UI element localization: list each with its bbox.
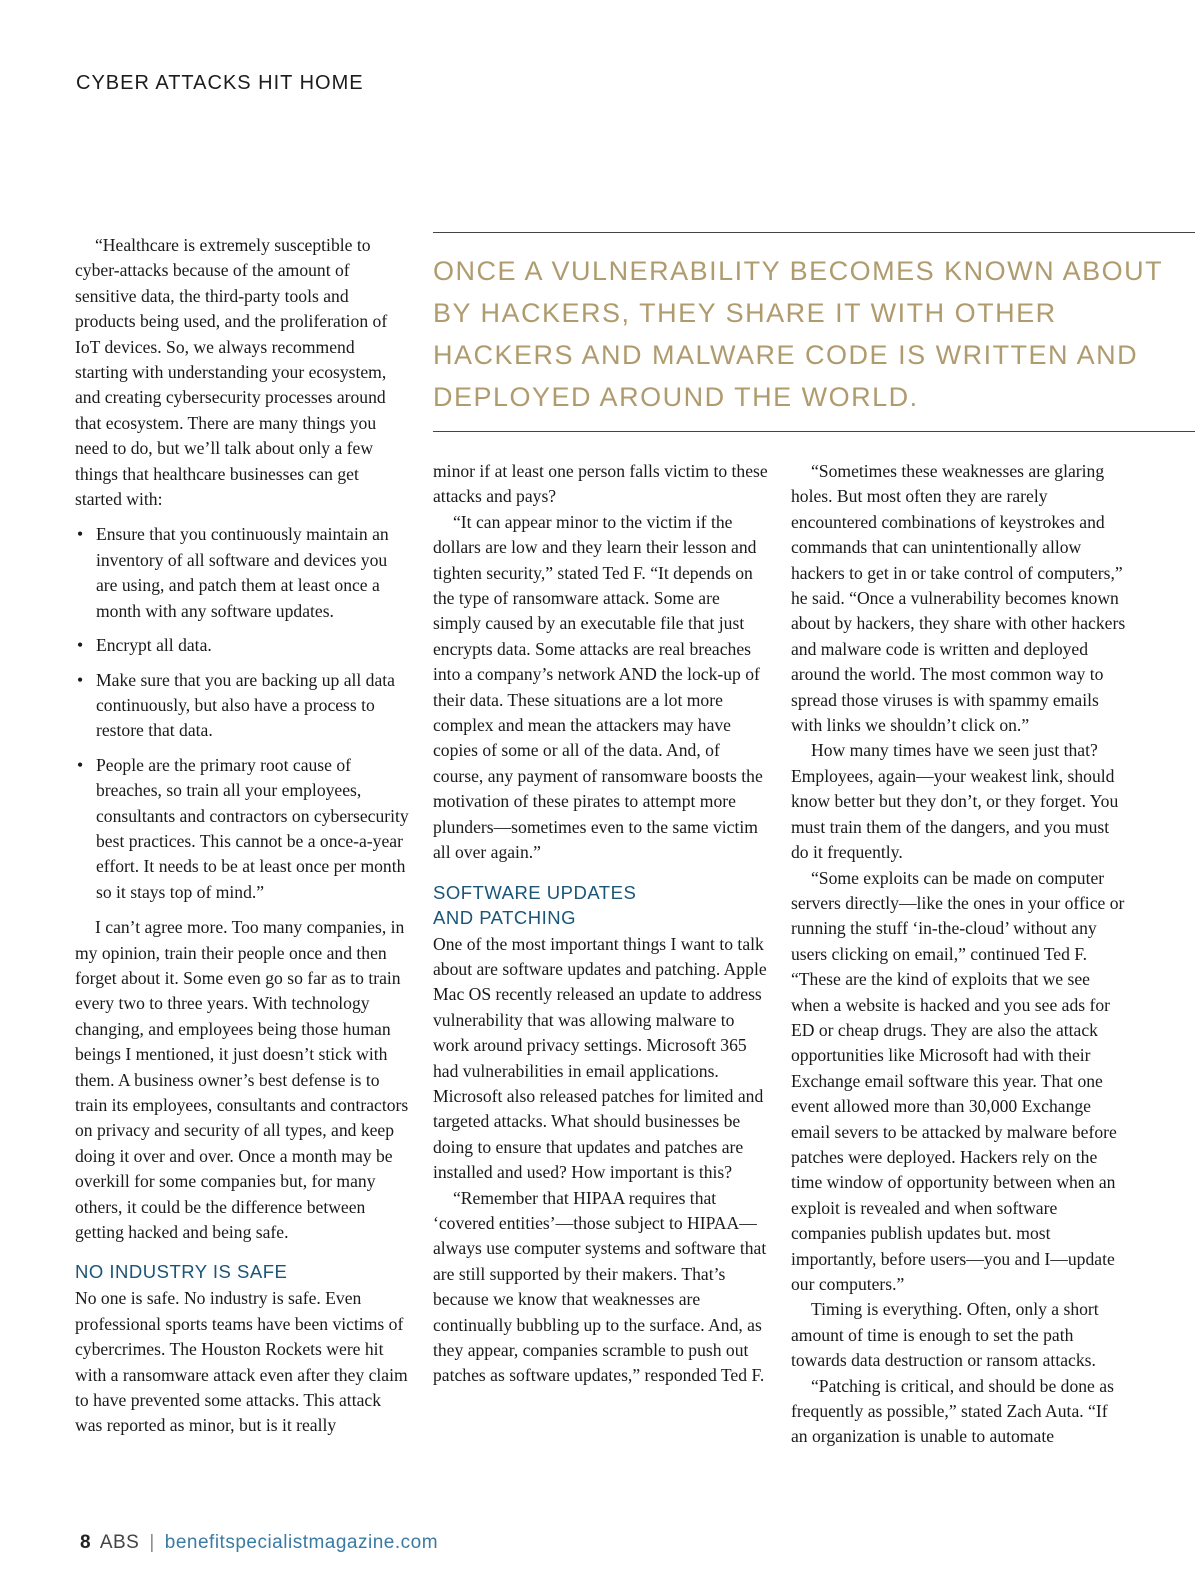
- publication-name: ABS: [99, 1532, 140, 1553]
- bullet-icon: •: [77, 669, 84, 690]
- list-item: • Make sure that you are backing up all data continuously, but also have a process to restore that data.: [77, 669, 395, 741]
- paragraph: One of the most important things I want to talk about are software updates and patching. Apple Mac OS recently released an update to address vulnerability that was allowing malware to work around privacy settings. Microsoft 365 had vulnerabilities in email applications. Microsoft also released patches for limited and targeted attacks. What should businesses be doing to ensure that updates and patches are installed and used? How important is this?: [433, 933, 767, 1183]
- paragraph: “Patching is critical, and should be done as frequently as possible,” stated Zach Auta. “If an organization is unable to automate: [791, 1375, 1114, 1447]
- paragraph: How many times have we seen just that? Employees, again—your weakest link, should know better but they don’t, or they forget. You must train them of the dangers, and you must do it frequently.: [791, 740, 1119, 863]
- page-footer: [80, 1532, 438, 1554]
- paragraph: Timing is everything. Often, only a short amount of time is enough to set the path towards data destruction or ransom attacks.: [791, 1299, 1099, 1371]
- list-item: • Encrypt all data.: [75, 633, 410, 658]
- bullet-list: [75, 522, 410, 905]
- website-link[interactable]: benefitspecialistmagazine.com: [164, 1532, 439, 1553]
- paragraph: No one is safe. No industry is safe. Even professional sports teams have been victims of cybercrimes. The Houston Rockets were hit with a ransomware attack even after they claim to have prevented some attacks. This attack was reported as minor, but is it really: [75, 1288, 408, 1436]
- paragraph: “Healthcare is extremely susceptible to cyber-attacks because of the amount of sensitive data, the third-party tools and products being used, and the proliferation of IoT devices. So, we always recommend starting with understanding your ecosystem, and creating cybersecurity processes around that ecosystem. There are many things you need to do, but we’ll talk about only a few things that healthcare businesses can get started with:: [75, 235, 388, 510]
- paragraph: I can’t agree more. Too many companies, in my opinion, train their people once and then forget about it. Some even go so far as to train every two to three years. With technology changing, and employees being those human beings I mentioned, it just doesn’t stick with them. A business owner’s best defense is to train its employees, consultants and contractors on privacy and security of all types, and keep doing it over and over. Once a month may be overkill for some companies but, for many others, it could be the difference between getting hacked and being safe.: [75, 917, 409, 1243]
- paragraph: “Some exploits can be made on computer servers directly—like the ones in your office or running the stuff ‘in-the-cloud’ without any users clicking on email,” continued Ted F. “These are the kind of exploits that we see when a website is hacked and you see ads for ED or cheap drugs. They are also the attack opportunities like Microsoft had with their Exchange email software this year. That one event allowed more than 30,000 Exchange email severs to be attacked by malware before patches were deployed. Hackers rely on the time window of opportunity between when an exploit is revealed and when software companies publish updates but. most importantly, before users—you and I—update our computers.”: [791, 867, 1125, 1294]
- list-item: • People are the primary root cause of breaches, so train all your employees, consultants and contractors on cybersecurity best practices. This cannot be a once-a-year effort. It needs to be at least once per month so it stays top of mind.”: [77, 754, 409, 902]
- pull-quote: ONCE A VULNERABILITY BECOMES KNOWN ABOUT BY HACKERS, THEY SHARE IT WITH OTHER HACKERS AND MALWARE CODE IS WRITTEN AND DEPLOYED AROUND THE WORLD.: [433, 256, 1163, 412]
- bullet-icon: •: [77, 635, 84, 656]
- footer-separator: |: [149, 1532, 155, 1553]
- subheading-no-industry-is-safe: NO INDUSTRY IS SAFE: [75, 1261, 288, 1283]
- list-item: • Ensure that you continuously maintain an inventory of all software and devices you are using, and patch them at least once a month with any software updates.: [77, 524, 389, 621]
- paragraph: “It can appear minor to the victim if the dollars are low and they learn their lesson and tighten security,” stated Ted F. “It depends on the type of ransomware attack. Some are simply caused by an executable file that just encrypts data. Some attacks are real breaches into a company’s network AND the lock-up of their data. These situations are a lot more complex and mean the attackers may have copies of some or all of the data. And, of course, any payment of ransomware boosts the motivation of these pirates to attempt more plunders—sometimes even to the same victim all over again.”: [433, 511, 763, 863]
- page-number: 8: [80, 1532, 92, 1553]
- paragraph: “Sometimes these weaknesses are glaring holes. But most often they are rarely encountered combinations of keystrokes and commands that can unintentionally allow hackers to get in or take control of computers,” he said. “Once a vulnerability becomes known about by hackers, they share with other hackers and malware code is written and deployed around the world. The most common way to spread those viruses is with spammy emails with links we shouldn’t click on.”: [791, 461, 1126, 736]
- paragraph: minor if at least one person falls victim to these attacks and pays?: [433, 461, 768, 507]
- pull-quote-box: [433, 232, 1195, 432]
- bullet-icon: •: [77, 754, 84, 775]
- column-2: [433, 459, 770, 1389]
- section-header: CYBER ATTACKS HIT HOME: [76, 72, 364, 94]
- column-1: [75, 233, 410, 1439]
- bullet-icon: •: [77, 524, 84, 545]
- subheading-software-updates: SOFTWARE UPDATES AND PATCHING: [433, 881, 637, 928]
- paragraph: “Remember that HIPAA requires that ‘covered entities’—those subject to HIPAA—always use computer systems and software that are still supported by their makers. That’s because we know that weaknesses are continually bubbling up to the surface. And, as they appear, companies scramble to push out patches as software updates,” responded Ted F.: [433, 1187, 767, 1386]
- column-3: [791, 459, 1128, 1450]
